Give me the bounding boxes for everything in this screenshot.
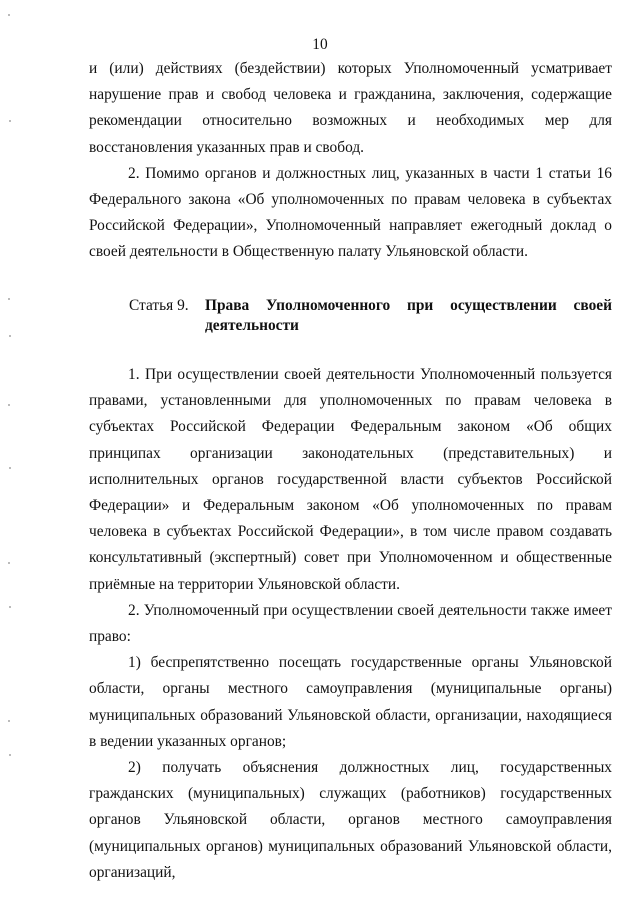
- paragraph: 1. При осуществлении своей деятельности Уполномоченный пользуется правами, установленными для уполномоченных по правам человека в субъектах Российской Федерации Федеральным законом «Об общих принципах организации законодательных (представительных) и исполнительных органов государственной власти субъектов Российской Федерации» и Федеральным законом «Об уполномоченных по правам человека в субъектах Российской Федерации», в том числе правом создавать консультативный (экспертный) совет при Уполномоченном и общественные приёмные на территории Ульяновской области.: [89, 366, 612, 593]
- page-number: 10: [312, 36, 328, 53]
- paragraph: 2) получать объяснения должностных лиц, государственных гражданских (муниципальных) служащих (работников) государственных органов Ульяновской области, органов местного самоуправления (муниципальных органов) муниципальных образований Ульяновской области, организаций,: [89, 759, 612, 881]
- margin-scan-marks: [0, 0, 20, 905]
- article-title: Права Уполномоченного при осуществлении своей деятельности: [205, 297, 612, 334]
- article-heading: [129, 296, 612, 336]
- text-block-1: [89, 56, 612, 266]
- paragraph: 2. Уполномоченный при осуществлении своей деятельности также имеет право:: [89, 601, 612, 646]
- paragraph: 1) беспрепятственно посещать государственные органы Ульяновской области, органы местного самоуправления (муниципальные органы) муниципальных образований Ульяновской области, организации, находящиеся в ведении указанных органов;: [89, 654, 612, 750]
- text-block-2: [89, 362, 612, 886]
- paragraph: 2. Помимо органов и должностных лиц, указанных в части 1 статьи 16 Федерального закона «Об уполномоченных по правам человека в субъектах Российской Федерации», Уполномоченный направляет ежегодный доклад о своей деятельности в Общественную палату Ульяновской области.: [89, 164, 612, 261]
- paragraph: и (или) действиях (бездействии) которых Уполномоченный усматривает нарушение прав и свобод человека и гражданина, заключения, содержащие рекомендации относительно возможных и необходимых мер для восстановления указанных прав и свобод.: [89, 60, 612, 156]
- article-number: Статья 9.: [129, 297, 189, 314]
